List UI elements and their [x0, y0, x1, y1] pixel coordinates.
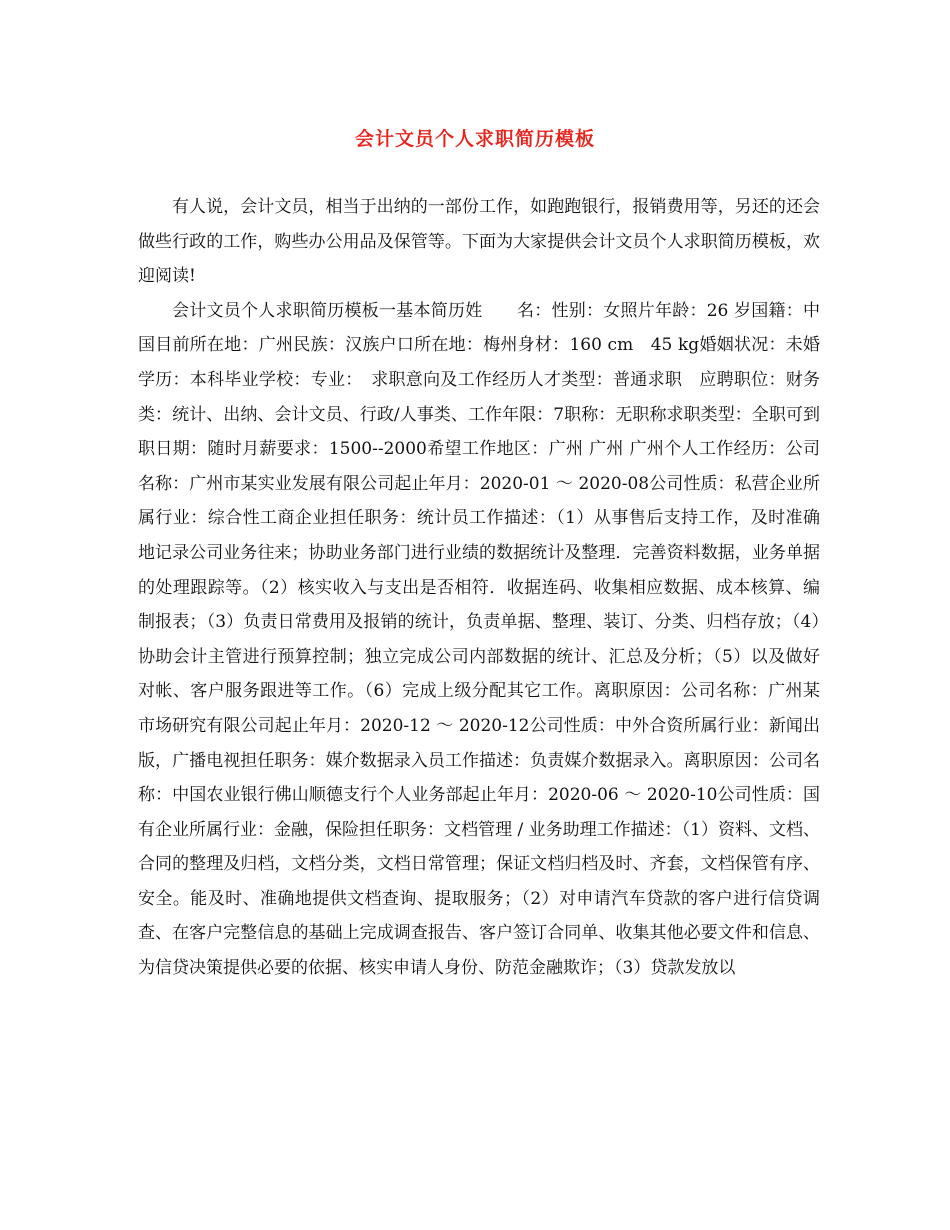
resume-paragraph: 会计文员个人求职简历模板一基本简历姓 名：性别：女照片年龄：26 岁国籍：中国目前所在地：广州民族：汉族户口所在地：梅州身材：160 cm 45 kg婚姻状况：未婚学历：本科毕业学校：专业： 求职意向及工作经历人才类型：普通求职 应聘职位：财务类：统计、出纳、会计文员、行政/人事类、工作年限：7职称：无职称求职类型：全职可到职日期：随时月薪要求：1500--2000希望工作地区：广州 广州 广州个人工作经历：公司名称：广州市某实业发展有限公司起止年月：2020-01 ～ 2020-08公司性质：私营企业所属行业：综合性工商企业担任职务：统计员工作描述：（1）从事售后支持工作，及时准确地记录公司业务往来；协助业务部门进行业绩的数据统计及整理．完善资料数据，业务单据的处理跟踪等。（2）核实收入与支出是否相符．收据连码、收集相应数据、成本核算、编制报表；（3）负责日常费用及报销的统计，负责单据、整理、装订、分类、归档存放；（4）协助会计主管进行预算控制；独立完成公司内部数据的统计、汇总及分析；（5）以及做好对帐、客户服务跟进等工作。（6）完成上级分配其它工作。离职原因：公司名称：广州某市场研究有限公司起止年月：2020-12 ～ 2020-12公司性质：中外合资所属行业：新闻出版，广播电视担任职务：媒介数据录入员工作描述：负责媒介数据录入。离职原因：公司名称：中国农业银行佛山顺德支行个人业务部起止年月：2020-06 ～ 2020-10公司性质：国有企业所属行业：金融，保险担任职务：文档管理 / 业务助理工作描述：（1）资料、文档、合同的整理及归档，文档分类，文档日常管理；保证文档归档及时、齐套，文档保管有序、安全。能及时、准确地提供文档查询、提取服务；（2）对申请汽车贷款的客户进行信贷调查、在客户完整信息的基础上完成调查报告、客户签订合同单、收集其他必要文件和信息、为信贷决策提供必要的依据、核实申请人身份、防范金融欺诈；（3）贷款发放以: [138, 300, 820, 979]
document-body: [138, 190, 820, 986]
document-title: 会计文员个人求职简历模板: [354, 128, 595, 150]
intro-paragraph: 有人说，会计文员，相当于出纳的一部份工作，如跑跑银行，报销费用等，另还的还会做些行政的工作，购些办公用品及保管等。下面为大家提供会计文员个人求职简历模板，欢迎阅读!: [138, 197, 820, 287]
